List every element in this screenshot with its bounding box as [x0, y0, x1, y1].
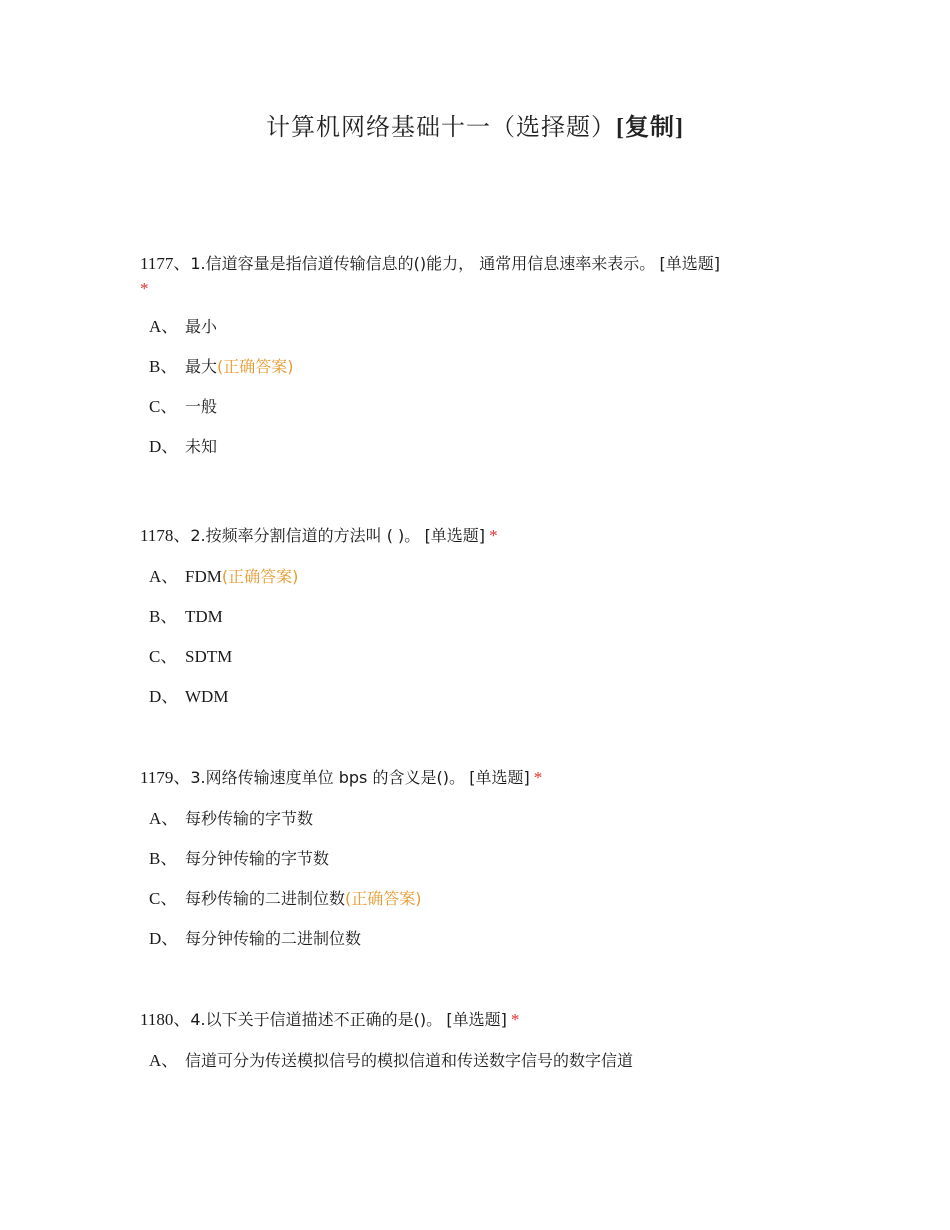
- option-text: 一般: [185, 397, 218, 416]
- option-d[interactable]: [149, 926, 820, 966]
- option-text: 最大: [185, 357, 218, 376]
- option-text: 最小: [185, 317, 218, 336]
- question-text: [140, 250, 820, 300]
- required-mark: *: [510, 1010, 520, 1029]
- question-number: 1180、: [140, 1010, 191, 1029]
- question-type: [单选题]: [659, 254, 720, 273]
- required-mark: *: [533, 768, 543, 787]
- option-b[interactable]: [149, 354, 820, 394]
- question-stem: 3.网络传输速度单位 bps 的含义是()。: [190, 768, 465, 787]
- question-type: [单选题]: [469, 768, 530, 787]
- question-type: [单选题]: [424, 526, 486, 545]
- option-list: [140, 1048, 820, 1088]
- correct-answer-label: (正确答案): [345, 889, 422, 908]
- option-letter: D、: [149, 929, 179, 948]
- option-a[interactable]: [149, 806, 820, 846]
- option-text: TDM: [185, 607, 223, 626]
- option-a[interactable]: [149, 564, 820, 604]
- option-letter: C、: [149, 397, 178, 416]
- option-text: FDM: [185, 567, 222, 586]
- option-a[interactable]: [149, 314, 820, 354]
- option-c[interactable]: [149, 886, 820, 926]
- option-text: 每分钟传输的二进制位数: [185, 929, 362, 948]
- option-text: WDM: [185, 687, 229, 706]
- option-letter: C、: [149, 647, 178, 666]
- option-letter: A、: [149, 809, 179, 828]
- page-title: [0, 110, 950, 145]
- question-1179: [140, 764, 820, 966]
- correct-answer-label: (正确答案): [217, 357, 294, 376]
- question-text: [140, 1006, 820, 1034]
- option-a[interactable]: [149, 1048, 820, 1088]
- question-1178: [140, 522, 820, 724]
- question-stem: 1.信道容量是指信道传输信息的()能力， 通常用信息速率来表示。: [190, 254, 656, 273]
- option-text: 每秒传输的二进制位数: [185, 889, 346, 908]
- question-stem: 4.以下关于信道描述不正确的是()。: [190, 1010, 443, 1029]
- option-d[interactable]: [149, 684, 820, 724]
- question-type: [单选题]: [446, 1010, 507, 1029]
- option-text: 未知: [185, 437, 218, 456]
- required-mark: *: [489, 526, 498, 545]
- option-letter: A、: [149, 567, 179, 586]
- option-letter: D、: [149, 687, 179, 706]
- option-list: [140, 806, 820, 966]
- option-letter: A、: [149, 1051, 179, 1070]
- option-letter: A、: [149, 317, 179, 336]
- option-c[interactable]: [149, 644, 820, 684]
- option-letter: B、: [149, 357, 178, 376]
- required-mark: *: [140, 279, 149, 298]
- option-letter: B、: [149, 607, 178, 626]
- option-c[interactable]: [149, 394, 820, 434]
- question-1177: [140, 250, 820, 474]
- option-text: 信道可分为传送模拟信号的模拟信道和传送数字信号的数字信道: [185, 1051, 634, 1070]
- option-b[interactable]: [149, 604, 820, 644]
- title-copy-tag: [复制]: [616, 115, 684, 141]
- title-main: 计算机网络基础十一（选择题）: [266, 113, 616, 141]
- option-text: 每秒传输的字节数: [185, 809, 314, 828]
- option-d[interactable]: [149, 434, 820, 474]
- option-list: [140, 564, 820, 724]
- question-stem: 2.按频率分割信道的方法叫 ( )。: [190, 526, 421, 545]
- option-letter: D、: [149, 437, 179, 456]
- question-1180: [140, 1006, 820, 1088]
- question-text: [140, 764, 820, 792]
- option-text: SDTM: [185, 647, 233, 666]
- question-number: 1178、: [140, 526, 191, 545]
- question-number: 1177、: [140, 254, 191, 273]
- option-letter: C、: [149, 889, 178, 908]
- option-list: [140, 314, 820, 474]
- option-text: 每分钟传输的字节数: [185, 849, 330, 868]
- correct-answer-label: (正确答案): [221, 567, 299, 586]
- option-b[interactable]: [149, 846, 820, 886]
- question-text: [140, 522, 820, 550]
- option-letter: B、: [149, 849, 178, 868]
- question-number: 1179、: [140, 768, 191, 787]
